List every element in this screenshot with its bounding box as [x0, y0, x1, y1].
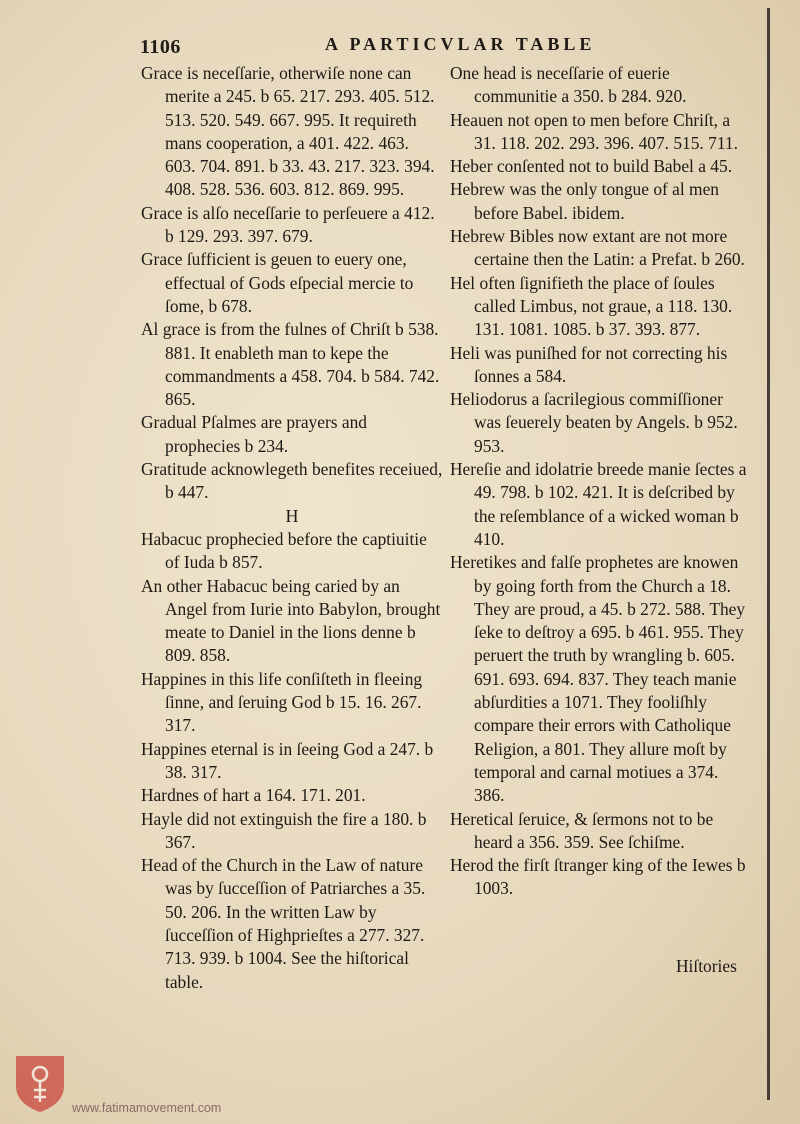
left-column — [141, 62, 443, 994]
index-entry: Happines in this life conſiſteth in fleeing ſinne, and ſeruing God b 15. 16. 267. 317. — [141, 668, 423, 736]
index-entry: Hebrew was the only tongue of al men before Babel. ibidem. — [450, 179, 719, 223]
index-entry: Grace is neceſſarie, otherwiſe none can merite a 245. b 65. 217. 293. 405. 512. 513. 520. 549. 667. 995. It requireth mans cooperation, a 401. 422. 463. 603. 704. 891. b 33. 43. 217. 323. 394. 408. 528. 536. 603. 812. 869. 995. — [141, 63, 435, 200]
index-entry: Grace ſufficient is geuen to euery one, effectual of Gods eſpecial mercie to ſome, b 678. — [141, 249, 414, 316]
index-entry: Gratitude acknowlegeth benefites receiued, b 447. — [141, 459, 443, 503]
index-entry: Herod the firſt ſtranger king of the Iewes b 1003. — [450, 855, 746, 899]
index-entry: Habacuc prophecied before the captiuitie of Iuda b 857. — [141, 528, 427, 573]
right-column — [450, 62, 752, 901]
index-entry: Hardnes of hart a 164. 171. 201. — [141, 785, 366, 806]
index-entry: Heretical ſeruice, & ſermons not to be heard a 356. 359. See ſchiſme. — [450, 808, 714, 852]
index-entry: Hel often ſignifieth the place of ſoules called Limbus, not graue, a 118. 130. 131. 1081. 1085. b 37. 393. 877. — [450, 272, 733, 340]
running-title: A PARTICVLAR TABLE — [325, 34, 596, 54]
index-entry: Head of the Church in the Law of nature was by ſucceſſion of Patriarches a 35. 50. 206. In the written Law by ſucceſſion of Highprieſtes a 277. 327. 713. 939. b 1004. See the hiſtorical table. — [141, 855, 426, 992]
page-rule — [767, 8, 770, 1100]
index-entry: An other Habacuc being caried by an Angel from Iurie into Babylon, brought meate to Daniel in the lions denne b 809. 858. — [141, 575, 441, 666]
index-entry: One head is neceſſarie of euerie communitie a 350. b 284. 920. — [450, 63, 687, 107]
index-entry: Heli was puniſhed for not correcting his ſonnes a 584. — [450, 342, 728, 386]
index-entry: Happines eternal is in ſeeing God a 247. b 38. 317. — [141, 738, 434, 782]
section-letter: H — [285, 505, 299, 526]
index-entry: Heretikes and falſe prophetes are knowen by going forth from the Church a 18. They are proud, a 45. b 272. 588. They ſeke to deſtroy a 695. b 461. 955. They peruert the truth by wrangling b. 605. 691. 693. 694. 837. They teach manie abſurdities a 1071. They fooliſhly compare their errors with Catholique Religion, a 801. They allure moſt by temporal and carnal motiues a 374. 386. — [450, 552, 746, 806]
index-entry: Heber conſented not to build Babel a 45. — [450, 156, 733, 177]
page-number: 1106 — [140, 36, 181, 58]
index-entry: Hebrew Bibles now extant are not more certaine then the Latin: a Prefat. b 260. — [450, 226, 745, 270]
index-entry: Heliodorus a ſacrilegious commiſſioner was ſeuerely beaten by Angels. b 952. 953. — [450, 389, 738, 456]
index-entry: Heauen not open to men before Chriſt, a 31. 118. 202. 293. 396. 407. 515. 711. — [450, 109, 738, 153]
index-entry: Hayle did not extinguish the fire a 180. b 367. — [141, 808, 427, 852]
index-entry: Gradual Pſalmes are prayers and prophecies b 234. — [141, 412, 367, 456]
watermark-url: www.fatimamovement.com — [72, 1101, 222, 1115]
catchword: Hiſtories — [676, 956, 737, 976]
index-entry: Hereſie and idolatrie breede manie ſectes a 49. 798. b 102. 421. It is deſcribed by the reſemblance of a wicked woman b 410. — [450, 459, 747, 549]
index-entry: Grace is alſo neceſſarie to perſeuere a 412. b 129. 293. 397. 679. — [141, 202, 435, 247]
index-entry: Al grace is from the fulnes of Chriſt b 538. 881. It enableth man to kepe the commandments a 458. 704. b 584. 742. 865. — [141, 319, 440, 410]
fatima-crest-icon — [12, 1052, 68, 1114]
